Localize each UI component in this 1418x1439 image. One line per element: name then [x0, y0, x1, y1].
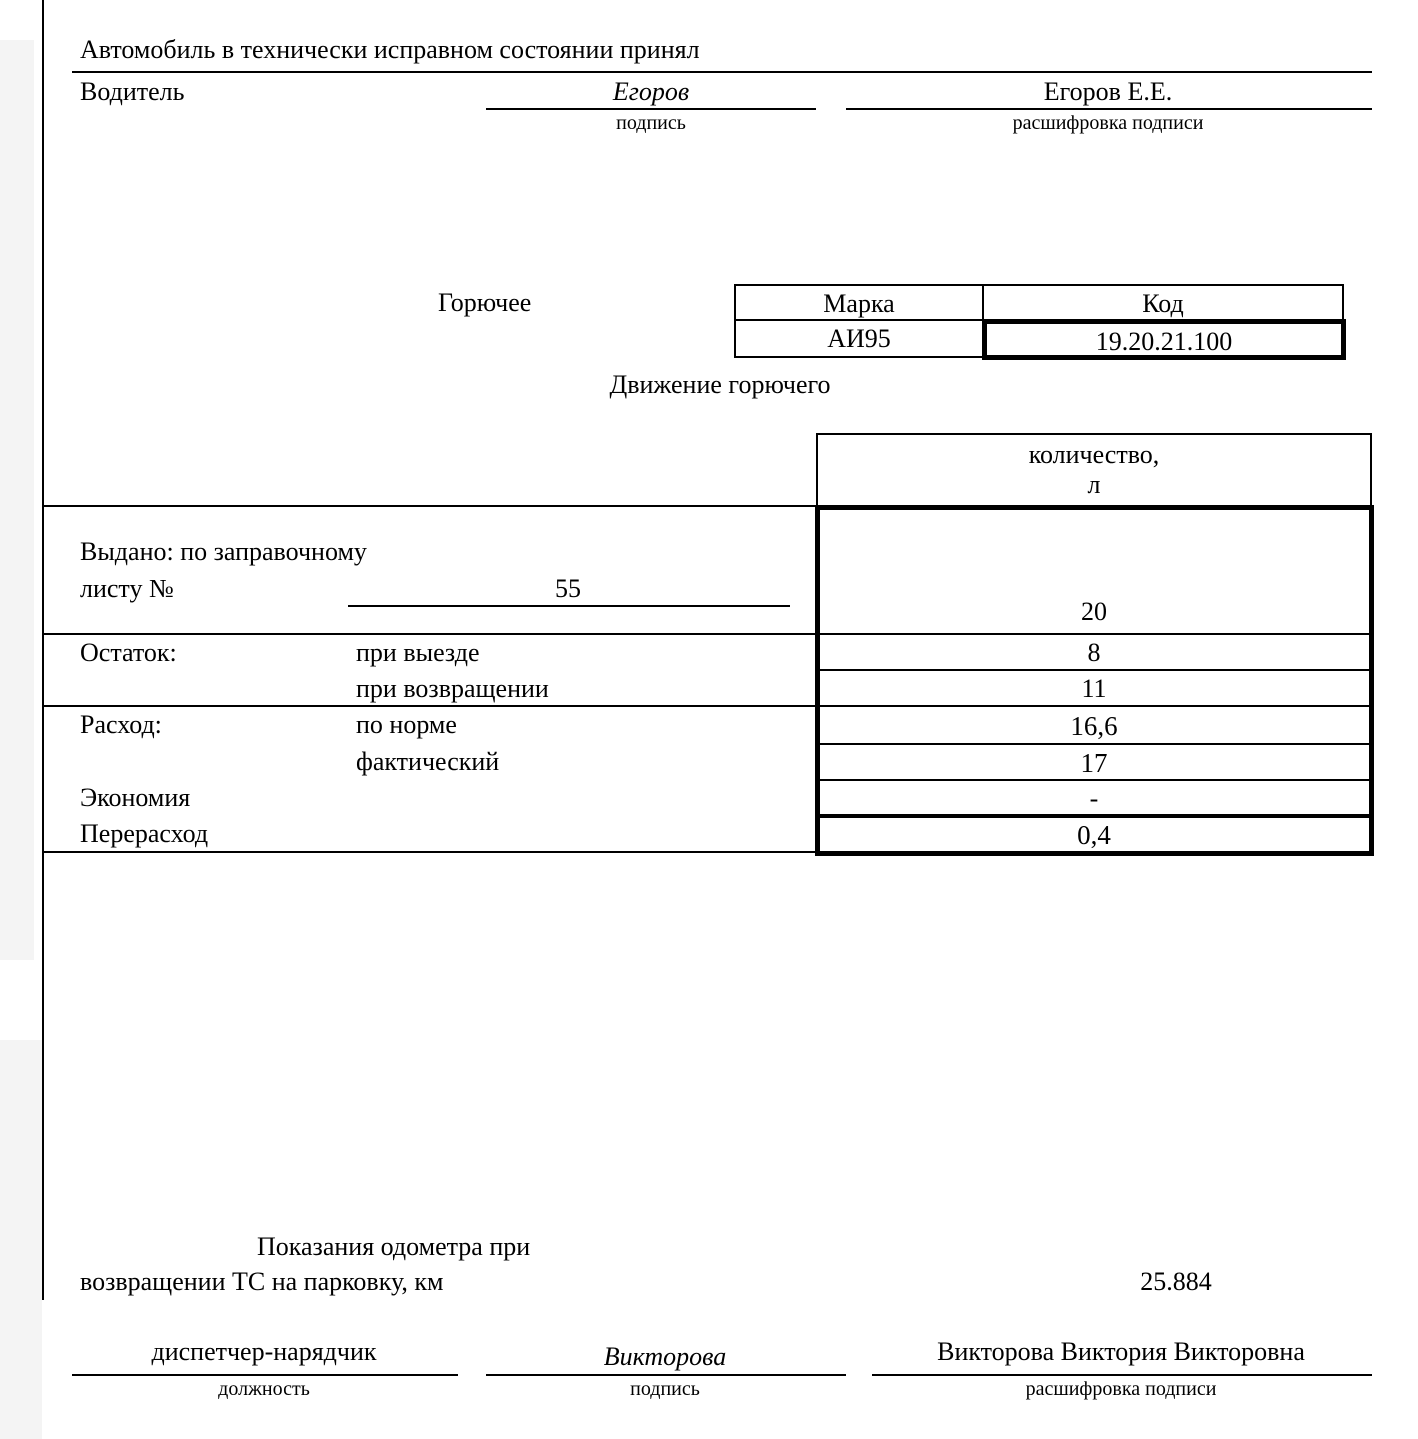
qty-rule-6: [815, 814, 1372, 818]
qty-rule-2: [815, 669, 1372, 671]
quantity-header: [816, 433, 1372, 507]
driver-signature: Егоров: [612, 77, 690, 106]
issued-label-line2: листу №: [80, 574, 174, 603]
fuel-code-header: Код: [982, 284, 1344, 321]
norm-qty: 16,6: [1070, 711, 1118, 741]
driver-name-caption: расшифровка подписи: [1012, 112, 1204, 134]
signature-caption: подпись: [630, 1378, 700, 1400]
actual-label: фактический: [356, 747, 500, 776]
qty-rule-1: [815, 633, 1372, 635]
issued-sheet-number: 55: [555, 574, 581, 603]
rest-return-qty: 11: [1081, 674, 1107, 703]
issued-label-line1: Выдано: по заправочному: [80, 537, 367, 566]
issued-sheet-line: [348, 605, 790, 607]
position-line: [72, 1374, 458, 1376]
movement-title: Движение горючего: [609, 370, 831, 399]
signature-line: [486, 1374, 846, 1376]
position-caption: должность: [218, 1378, 310, 1400]
full-name-caption: расшифровка подписи: [1025, 1378, 1217, 1400]
overrun-label: Перерасход: [80, 819, 209, 848]
dispatcher-position: диспетчер-нарядчик: [151, 1337, 377, 1366]
rest-rule: [42, 633, 818, 635]
qty-rule-5: [815, 779, 1372, 781]
rest-label: Остаток:: [80, 638, 177, 667]
dispatcher-full-name: Викторова Виктория Викторовна: [937, 1337, 1305, 1366]
economy-label: Экономия: [80, 783, 191, 812]
qty-rule-4: [815, 743, 1372, 745]
consumption-rule: [42, 705, 818, 707]
left-margin-band-top: [0, 40, 34, 960]
movement-table-bottom-rule: [42, 851, 818, 853]
driver-label: Водитель: [80, 77, 185, 106]
overrun-qty: 0,4: [1077, 820, 1111, 850]
rest-departure-label: при выезде: [356, 638, 480, 667]
economy-qty: -: [1089, 784, 1099, 813]
driver-signature-line: [486, 108, 816, 110]
actual-qty: 17: [1080, 748, 1108, 778]
issued-qty: 20: [1081, 597, 1107, 626]
page-left-border: [42, 0, 44, 1300]
left-margin-band-bottom: [0, 1040, 42, 1439]
quantity-header-line1: количество,: [1028, 440, 1160, 469]
dispatcher-signature: Викторова: [603, 1342, 727, 1371]
driver-name-line: [846, 108, 1372, 110]
accepted-title: Автомобиль в технически исправном состоянии принял: [80, 35, 700, 64]
odometer-label-line1: Показания одометра при: [257, 1232, 531, 1261]
odometer-value: 25.884: [1140, 1267, 1212, 1296]
qty-rule-3: [815, 705, 1372, 707]
driver-name: Егоров Е.Е.: [1043, 77, 1173, 106]
quantity-header-line2: л: [1087, 470, 1101, 499]
movement-table-top-rule: [42, 505, 818, 507]
header-rule: [72, 71, 1372, 73]
rest-return-label: при возвращении: [356, 674, 549, 703]
fuel-code-value: 19.20.21.100: [982, 319, 1346, 360]
full-name-line: [872, 1374, 1372, 1376]
odometer-label-line2: возвращении ТС на парковку, км: [80, 1267, 444, 1296]
rest-departure-qty: 8: [1087, 638, 1101, 667]
fuel-brand-value: АИ95: [734, 319, 984, 358]
consumption-label: Расход:: [80, 710, 162, 739]
norm-label: по норме: [356, 710, 457, 739]
driver-signature-caption: подпись: [616, 112, 686, 134]
fuel-brand-header: Марка: [734, 284, 984, 321]
fuel-label: Горючее: [438, 288, 532, 317]
